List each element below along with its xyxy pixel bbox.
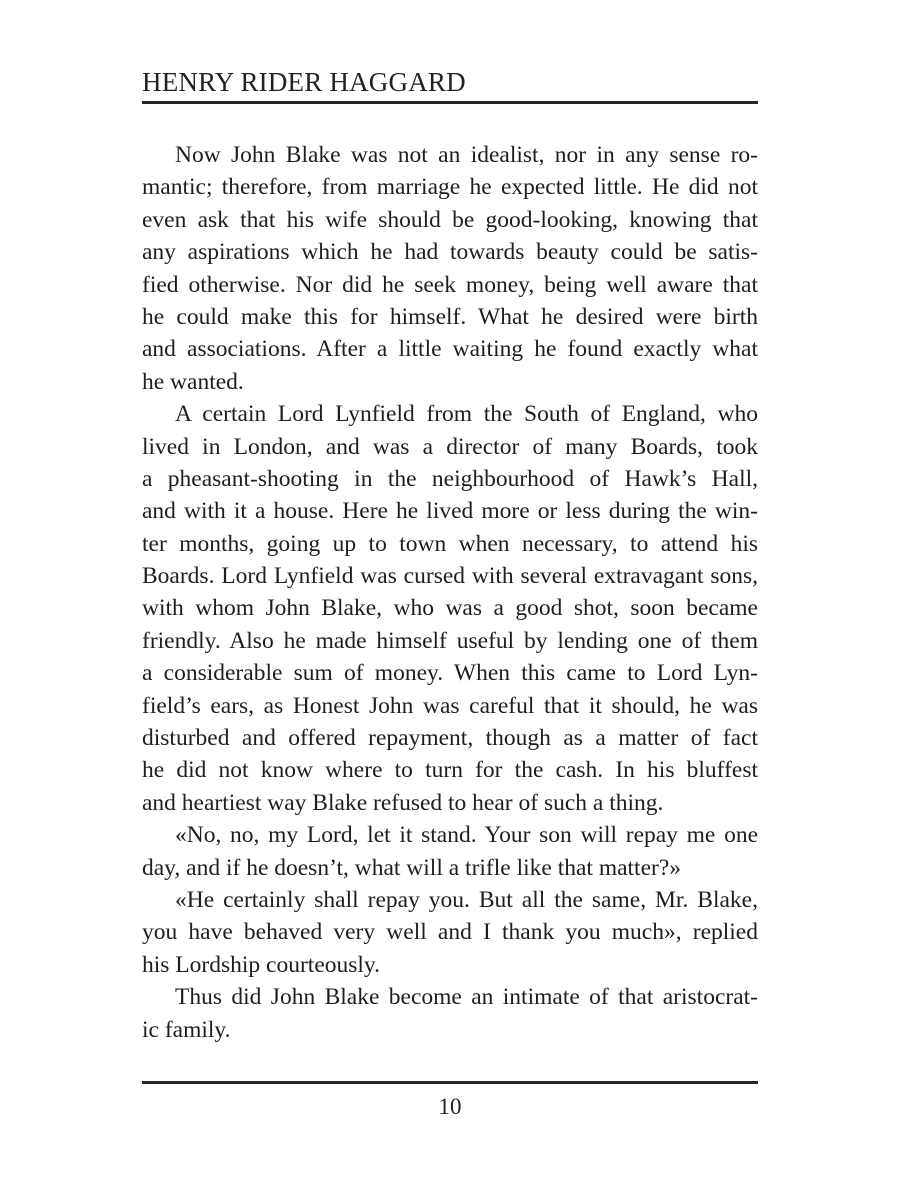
text-line: even ask that his wife should be good-looking, knowing that [142, 206, 758, 233]
text-line: disturbed and offered repayment, though as a matter of fact [142, 725, 758, 752]
body-text [142, 139, 758, 1046]
text-line: «He certainly shall repay you. But all the same, Mr. Blake, [175, 886, 758, 913]
text-line: you have behaved very well and I thank you much», replied [142, 919, 758, 946]
header-rule [142, 101, 758, 104]
text-line: A certain Lord Lynfield from the South of England, who [175, 401, 758, 428]
text-line: fied otherwise. Nor did he seek money, being well aware that [142, 271, 758, 298]
text-line: ic family. [142, 1016, 231, 1043]
text-line: «No, no, my Lord, let it stand. Your son will repay me one [175, 822, 758, 849]
paragraph [142, 398, 758, 819]
text-line: day, and if he doesn’t, what will a trifle like that matter?» [142, 854, 682, 881]
text-line: mantic; therefore, from marriage he expected little. He did not [142, 174, 758, 201]
paragraph [142, 139, 758, 398]
page-number: 10 [438, 1094, 462, 1119]
text-line: Boards. Lord Lynfield was cursed with several extravagant sons, [142, 563, 758, 590]
text-line: and with it a house. Here he lived more or less during the win- [142, 498, 758, 525]
text-line: friendly. Also he made himself useful by lending one of them [142, 627, 758, 654]
paragraph [142, 819, 758, 884]
text-line: any aspirations which he had towards beauty could be satis- [142, 239, 758, 266]
text-line: his Lordship courteously. [142, 951, 381, 978]
text-line: a considerable sum of money. When this came to Lord Lyn- [142, 660, 758, 687]
text-line: and associations. After a little waiting he found exactly what [142, 336, 758, 363]
text-line: lived in London, and was a director of many Boards, took [142, 433, 758, 460]
running-head: HENRY RIDER HAGGARD [142, 67, 466, 97]
text-line: he wanted. [142, 368, 244, 395]
text-line: Now John Blake was not an idealist, nor in any sense ro- [175, 142, 758, 168]
footer-rule [142, 1081, 758, 1084]
text-line: with whom John Blake, who was a good shot, soon became [142, 595, 758, 622]
text-line: he did not know where to turn for the cash. In his bluffest [142, 757, 758, 784]
text-line: he could make this for himself. What he desired were birth [142, 303, 758, 330]
text-line: and heartiest way Blake refused to hear of such a thing. [142, 789, 664, 816]
text-line: field’s ears, as Honest John was careful that it should, he was [142, 692, 758, 719]
text-line: Thus did John Blake become an intimate of that aristocrat- [175, 984, 758, 1011]
text-line: a pheasant-shooting in the neighbourhood of Hawk’s Hall, [142, 465, 758, 492]
text-line: ter months, going up to town when necessary, to attend his [142, 530, 758, 557]
paragraph [142, 981, 758, 1046]
paragraph [142, 884, 758, 981]
